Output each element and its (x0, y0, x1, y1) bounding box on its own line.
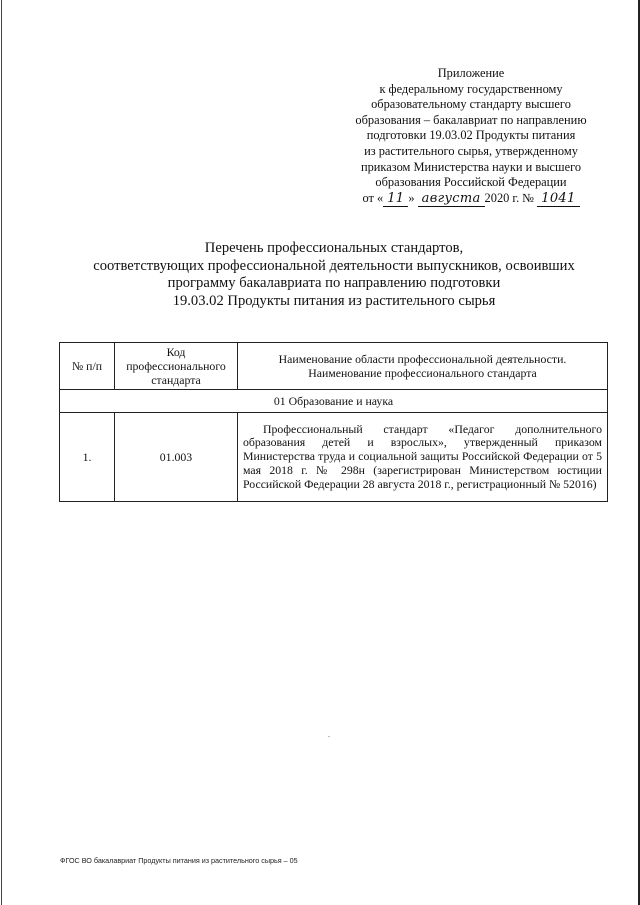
appendix-line: образования Российской Федерации (375, 175, 567, 190)
row-num: 1. (60, 413, 115, 502)
header-name-line1: Наименование области профессиональной деятельности. (278, 352, 567, 366)
header-name-line2: Наименование профессионального стандарта (308, 366, 537, 380)
date-prefix: от « (362, 190, 384, 205)
date-quote-close: » (408, 190, 415, 205)
title-line: 19.03.02 Продукты питания из растительного сырья (172, 292, 496, 309)
page-edge-left (1, 0, 2, 905)
row-name: Профессиональный стандарт «Педагог дополнительного образования детей и взрослых», утвержденный приказом Министерства труда и социальной защиты Российской Федерации от 5 мая 2018 г. № 298н (зарегистрирован Министерством юстиции Российской Федерации 28 августа 2018 г., регистрационный № 52016) (238, 413, 608, 502)
page-footer: ФГОС ВО бакалавриат Продукты питания из растительного сырья – 05 (60, 856, 298, 865)
title-line: соответствующих профессиональной деятельности выпускников, освоивших (93, 257, 575, 274)
table-header-row (60, 343, 608, 390)
table-section-row (60, 390, 608, 413)
document-title (60, 240, 608, 310)
row-code: 01.003 (115, 413, 238, 502)
appendix-line: подготовки 19.03.02 Продукты питания (366, 128, 576, 143)
header-num: № п/п (60, 343, 115, 390)
table-row (60, 413, 608, 502)
order-date-line (340, 191, 602, 207)
appendix-line: к федеральному государственному (379, 81, 563, 96)
appendix-header (340, 66, 602, 206)
appendix-line: Приложение (437, 66, 505, 80)
appendix-line: из растительного сырья, утвержденному (364, 143, 578, 158)
appendix-line: образовательному стандарту высшего (371, 97, 571, 112)
section-title: 01 Образование и наука (60, 390, 608, 413)
handwritten-month: августа (418, 191, 485, 207)
standards-table (59, 342, 608, 502)
date-year-number: 2020 г. № (484, 190, 535, 205)
header-code: Код профессионального стандарта (115, 343, 238, 390)
title-line: Перечень профессиональных стандартов, (204, 240, 464, 256)
header-name (238, 343, 608, 390)
handwritten-day: 11 (383, 191, 408, 207)
appendix-line: приказом Министерства науки и высшего (360, 159, 582, 174)
title-line: программу бакалавриата по направлению подготовки (167, 275, 501, 292)
scan-speck (328, 736, 330, 737)
handwritten-order-number: 1041 (537, 191, 579, 207)
appendix-line: образования – бакалавриат по направлению (355, 112, 587, 127)
